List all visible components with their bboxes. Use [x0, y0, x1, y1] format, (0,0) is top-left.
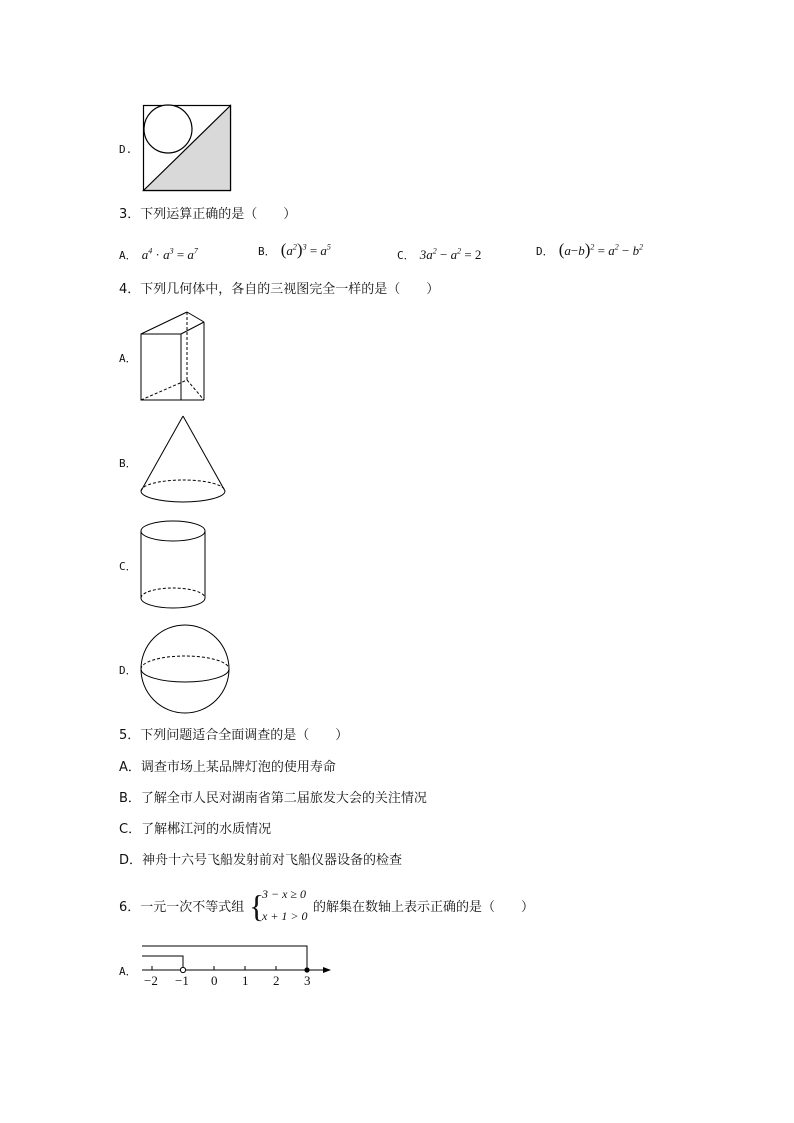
q6-brace: { — [249, 888, 265, 924]
q3-option-d-expr: $(a-b)^2 = a^2 - b^2$ — [558, 240, 644, 259]
q4-option-a-prism-icon — [140, 310, 206, 402]
q6-inequality-2: x + 1 > 0 — [262, 909, 308, 923]
q6-tick-label-2: 2 — [273, 973, 280, 988]
q3-option-b-expr: $(a^2)^3 = a^5$ — [280, 240, 331, 259]
q4-option-c-label[interactable]: C． — [119, 560, 137, 573]
q3-option-c-expr: $3a^2 - a^2 = 2$ — [419, 246, 482, 262]
q6-tick-label-3: 3 — [304, 973, 311, 988]
q3-option-b[interactable]: B． $(a^2)^3 = a^5$ — [258, 240, 331, 259]
q5-option-d[interactable]: D．神舟十六号飞船发射前对飞船仪器设备的检查 — [119, 853, 403, 868]
q4-option-c-cylinder-icon — [140, 520, 208, 610]
q3-option-c[interactable]: C． $3a^2 - a^2 = 2$ — [397, 246, 482, 262]
q6-tick-label-1: 1 — [242, 973, 249, 988]
q6-inequality-1: 3 − x ≥ 0 — [262, 887, 307, 901]
q5-option-c[interactable]: C．了解郴江河的水质情况 — [119, 822, 272, 837]
q5-option-a[interactable]: A．调查市场上某品牌灯泡的使用寿命 — [119, 760, 336, 775]
q3-option-d[interactable]: D． $(a-b)^2 = a^2 - b^2$ — [536, 240, 644, 259]
q6-tick-label-neg2: −2 — [144, 973, 158, 988]
q3-option-a-expr: $a^4 \cdot a^3 = a^7$ — [141, 246, 198, 262]
q5-option-b[interactable]: B．了解全市人民对湖南省第二届旅发大会的关注情况 — [119, 791, 427, 806]
q6-option-a-label[interactable]: A． — [119, 965, 137, 978]
q6-stem-after: 的解集在数轴上表示正确的是（ ） — [313, 900, 535, 915]
q5-stem: 5．下列问题适合全面调查的是（ ） — [119, 728, 349, 743]
q2-option-d-figure — [143, 105, 231, 191]
q3-option-a[interactable]: A． $a^4 \cdot a^3 = a^7$ — [119, 246, 198, 262]
q4-option-b-label[interactable]: B． — [119, 457, 137, 470]
q4-option-d-label[interactable]: D． — [119, 664, 137, 677]
q2-option-d-label: D. — [119, 143, 133, 156]
q4-option-d-sphere-icon — [140, 625, 232, 715]
q4-option-b-cone-icon — [140, 414, 228, 504]
q6-tick-label-0: 0 — [211, 973, 218, 988]
q4-stem: 4．下列几何体中，各自的三视图完全一样的是（ ） — [119, 282, 440, 297]
q6-stem-before: 6．一元一次不等式组 — [119, 900, 245, 915]
q4-option-a-label[interactable]: A． — [119, 352, 137, 365]
q3-stem: 3．下列运算正确的是（ ） — [119, 207, 297, 222]
q6-tick-label-neg1: −1 — [175, 973, 189, 988]
